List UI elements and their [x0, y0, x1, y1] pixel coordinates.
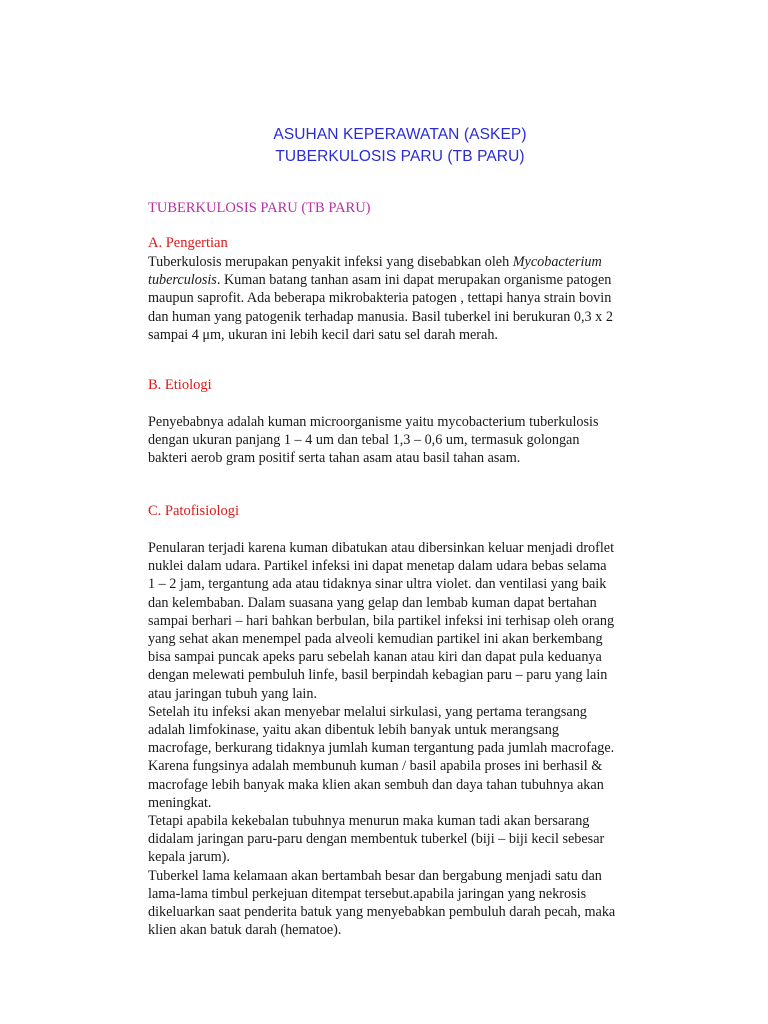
paragraph-line: dengan melewati pembuluh linfe, basil berpindah kebagian paru – paru yang lain — [148, 667, 608, 684]
paragraph-line: atau jaringan tubuh yang lain. — [148, 685, 318, 702]
paragraph-line: dengan ukuran panjang 1 – 4 um dan tebal 1,3 – 0,6 um, termasuk golongan — [148, 432, 580, 449]
heading-etiologi: B. Etiologi — [148, 377, 212, 393]
paragraph-pengertian — [148, 253, 668, 344]
paragraph-line: macrofage, berkurang tidaknya jumlah kuman tergantung pada jumlah macrofage. — [148, 740, 615, 757]
italic-term: Mycobacterium — [512, 254, 602, 270]
paragraph-line: bisa sampai puncak apeks paru sebelah kanan atau kiri dan dapat pula keduanya — [148, 649, 602, 666]
text-span: Tuberkulosis merupakan penyakit infeksi yang disebabkan oleh — [148, 254, 513, 270]
italic-term: tuberculosis — [148, 272, 217, 289]
paragraph-line — [148, 253, 668, 271]
paragraph-line: dan human yang patogenik terhadap manusia. Basil tuberkel ini berukuran 0,3 x 2 — [148, 308, 613, 325]
paragraph-line: yang sehat akan menempel pada alveoli kemudian partikel ini akan berkembang — [148, 631, 603, 648]
paragraph-line — [148, 271, 668, 289]
paragraph-line: klien akan batuk darah (hematoe). — [148, 922, 342, 939]
paragraph-line: sampai 4 μm, ukuran ini lebih kecil dari satu sel darah merah. — [148, 326, 498, 343]
paragraph-line: meningkat. — [148, 794, 212, 811]
paragraph-line: Tetapi apabila kekebalan tubuhnya menurun maka kuman tadi akan bersarang — [148, 813, 590, 830]
document-title-line-1: ASUHAN KEPERAWATAN (ASKEP) — [273, 126, 527, 143]
text-span: . Kuman batang tanhan asam ini dapat merupakan organisme patogen — [216, 272, 612, 289]
paragraph-etiologi — [148, 413, 668, 468]
paragraph-line: dikeluarkan saat penderita batuk yang menyebabkan pembuluh darah pecah, maka — [148, 904, 616, 921]
paragraph-line: adalah limfokinase, yaitu akan dibentuk lebih banyak untuk merangsang — [148, 722, 559, 739]
paragraph-line: sampai berhari – hari bahkan berbulan, bila partikel infeksi ini terhisap oleh orang — [148, 612, 615, 629]
heading-patofisiologi: C. Patofisiologi — [148, 503, 240, 519]
heading-pengertian: A. Pengertian — [148, 235, 228, 251]
paragraph-patofisiologi — [148, 539, 668, 939]
paragraph-line: lama-lama timbul perkejuan ditempat tersebut.apabila jaringan yang nekrosis — [148, 885, 587, 902]
paragraph-line: maupun saprofit. Ada beberapa mikrobakteria patogen , tettapi hanya strain bovin — [148, 290, 612, 307]
paragraph-line: macrofage lebih banyak maka klien akan sembuh dan daya tahan tubuhnya akan — [148, 776, 604, 793]
paragraph-line: dan kelembaban. Dalam suasana yang gelap dan lembab kuman dapat bertahan — [148, 594, 597, 611]
paragraph-line: nuklei dalam udara. Partikel infeksi ini dapat menetap dalam udara bebas selama — [148, 558, 607, 575]
section-subtitle: TUBERKULOSIS PARU (TB PARU) — [148, 200, 371, 216]
paragraph-line: Tuberkel lama kelamaan akan bertambah besar dan bergabung menjadi satu dan — [148, 867, 602, 884]
paragraph-line: Setelah itu infeksi akan menyebar melalui sirkulasi, yang pertama terangsang — [148, 703, 587, 720]
paragraph-line: bakteri aerob gram positif serta tahan asam atau basil tahan asam. — [148, 450, 521, 467]
paragraph-line: Penyebabnya adalah kuman microorganisme yaitu mycobacterium tuberkulosis — [148, 414, 599, 430]
document-title-line-2: TUBERKULOSIS PARU (TB PARU) — [275, 148, 525, 165]
paragraph-line: Penularan terjadi karena kuman dibatukan atau dibersinkan keluar menjadi droflet — [148, 540, 615, 556]
paragraph-line: Karena fungsinya adalah membunuh kuman / basil apabila proses ini berhasil & — [148, 758, 603, 775]
paragraph-line: kepala jarum). — [148, 849, 230, 866]
paragraph-line: 1 – 2 jam, tergantung ada atau tidaknya sinar ultra violet. dan ventilasi yang baik — [148, 576, 607, 593]
paragraph-line: didalam jaringan paru-paru dengan membentuk tuberkel (biji – biji kecil sebesar — [148, 831, 605, 848]
